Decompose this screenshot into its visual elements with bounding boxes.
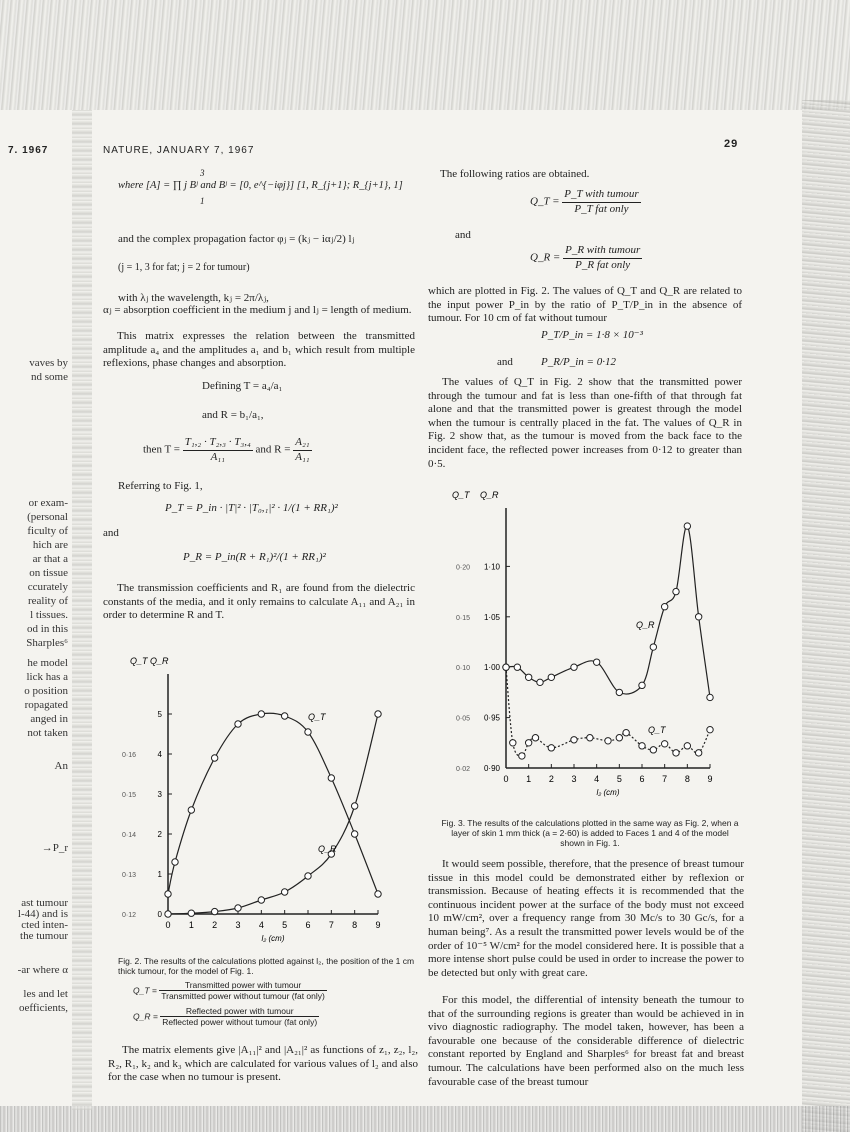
y-right-tick-label: 0·90	[483, 764, 500, 773]
left-page-fragment: vaves by	[29, 357, 68, 369]
y-right-tick-label: 1·00	[483, 663, 500, 673]
data-point	[525, 674, 531, 680]
qr-ratio-denominator: P_R fat only	[575, 258, 631, 271]
qr-ratio-numerator: P_R with tumour	[563, 244, 642, 259]
data-point	[351, 831, 357, 837]
y-right-tick-label: 4	[157, 750, 162, 759]
qt-fraction	[159, 980, 327, 1001]
data-point	[258, 711, 264, 717]
data-point	[281, 713, 287, 719]
data-point	[605, 738, 611, 744]
y-left-axis-label: Q_T	[452, 490, 470, 500]
pr-pin-ratio: P_R/P_in = 0·12	[541, 356, 616, 368]
qt-lhs: Q_T =	[133, 985, 157, 996]
qt-ratio-fraction	[562, 188, 640, 216]
data-point	[593, 659, 599, 665]
y-left-tick-label: 0·15	[455, 614, 470, 622]
data-point	[571, 737, 577, 743]
qt-ratio-denominator: P_T fat only	[574, 202, 629, 215]
data-point	[661, 604, 667, 610]
x-tick-label: 1	[188, 920, 194, 930]
data-point	[673, 588, 679, 594]
product-lower-limit: 1	[200, 196, 205, 206]
data-point	[650, 644, 656, 650]
fig2-caption: Fig. 2. The results of the calculations plotted against l₂, the position of the 1 cm thick tumour, for the model of Fig. 1.	[118, 956, 415, 976]
x-tick-label: 9	[707, 774, 713, 784]
pt-pin-ratio: P_T/P_in = 1·8 × 10⁻³	[541, 329, 643, 341]
curve-label: Q_R	[318, 844, 337, 854]
left-page-fragment: l tissues.	[30, 609, 68, 621]
left-page-fragment: -ar where α	[17, 964, 68, 976]
y-right-tick-label: 0	[157, 910, 162, 919]
pr-equation: P_R = P_in(R + R₁)²/(1 + RR₁)²	[183, 551, 326, 563]
col2-and: and	[455, 229, 471, 241]
propagation-note: (j = 1, 3 for fat; j = 2 for tumour)	[118, 262, 250, 273]
x-tick-label: 1	[526, 774, 532, 784]
data-point	[235, 721, 241, 727]
curve-label: Q_T	[308, 712, 326, 722]
data-point	[375, 891, 381, 897]
left-page-fragment: not taken	[27, 727, 68, 739]
definition-r: and R = b₁/a₁,	[202, 409, 264, 421]
data-point	[587, 735, 593, 741]
y-right-tick-label: 2	[157, 830, 162, 839]
y-right-tick-label: 5	[157, 710, 162, 719]
data-point	[211, 908, 217, 914]
data-point	[673, 750, 679, 756]
x-tick-label: 3	[571, 774, 577, 784]
data-point	[695, 750, 701, 756]
qr-fraction	[160, 1006, 319, 1027]
then-label: then T =	[143, 443, 180, 456]
curve-label: Q_R	[636, 620, 655, 630]
left-page-fragment: nd some	[31, 371, 68, 383]
definition-t: Defining T = a₄/a₁	[202, 380, 283, 392]
data-point	[661, 741, 667, 747]
left-page-fragment: cted inten-	[21, 919, 68, 931]
and-r-label: and R =	[255, 443, 291, 456]
left-page-fragment: anged in	[30, 713, 68, 725]
y-right-tick-label: 1·10	[483, 562, 500, 572]
left-page-fragment: ar that a	[32, 553, 68, 565]
data-point	[188, 807, 194, 813]
t-numerator: T₁,₂ · T₂,₃ · T₃,₄	[183, 436, 253, 451]
data-point	[172, 859, 178, 865]
data-point	[684, 743, 690, 749]
left-page-fragment: ast tumour	[21, 897, 68, 909]
pr-pin-and: and	[497, 356, 513, 368]
data-point	[548, 745, 554, 751]
x-tick-label: 3	[235, 920, 241, 930]
scan-noise-right	[802, 100, 850, 1132]
and-label: and	[103, 527, 119, 539]
left-page-fragment: ccurately	[27, 581, 68, 593]
data-point	[305, 873, 311, 879]
qr-denominator: Reflected power without tumour (fat only)	[162, 1017, 318, 1027]
col1-para-wavelength: with λⱼ the wavelength, kⱼ = 2π/λⱼ,	[118, 292, 269, 304]
data-point	[281, 889, 287, 895]
matrix-equation: where [A] = ∏ j Bʲ and Bʲ = [0, e^{−iφj}] [1, R_{j+1}; R_{j+1}, 1]	[118, 180, 403, 191]
data-point	[514, 664, 520, 670]
y-right-tick-label: 1·05	[483, 612, 500, 622]
journal-header: NATURE, JANUARY 7, 1967	[103, 145, 255, 156]
x-tick-label: 5	[282, 920, 288, 930]
x-tick-label: 8	[352, 920, 358, 930]
left-page-fragment: reality of	[27, 595, 68, 607]
data-point	[519, 753, 525, 759]
qt-ratio-numerator: P_T with tumour	[562, 188, 640, 203]
data-point	[510, 740, 516, 746]
col1-para-matrix: This matrix expresses the relation between the transmitted amplitude a₄ and the amplitudes a₁ and b₁ which result from multiple reflexions, phase changes and absorption.	[103, 330, 415, 370]
data-point	[616, 735, 622, 741]
y-left-tick-label: 0·10	[455, 665, 470, 673]
left-page-fragment: lick has a	[26, 671, 68, 683]
left-page-fragment: od in this	[27, 623, 68, 635]
data-point	[503, 664, 509, 670]
left-page-fragment: ropagated	[24, 699, 68, 711]
left-page-fragment: hich are	[32, 539, 68, 551]
r-fraction	[293, 436, 311, 464]
left-page-fragment: l-44) and is	[17, 908, 68, 920]
qt-ratio-lhs: Q_T =	[530, 195, 560, 208]
data-point	[328, 775, 334, 781]
y-left-tick-label: 0·15	[121, 792, 136, 799]
curve-label: Q_T	[648, 725, 666, 735]
t-fraction	[183, 436, 253, 464]
col1-para-transmission: The transmission coefficients and R₁ are found from the dielectric constants of the media, and it only remains to calculate A₁₁ and A₂₁ in order to determine R and T.	[103, 582, 415, 622]
left-page-fragment: on tissue	[29, 567, 68, 579]
left-page-fragment: (personal	[27, 511, 68, 523]
y-right-tick-label: 1	[157, 870, 162, 879]
y-left-tick-label: 0·14	[121, 832, 136, 839]
y-right-tick-label: 0·95	[483, 713, 500, 723]
qr-ratio	[530, 244, 642, 272]
left-page-fragment: he model	[27, 657, 68, 669]
qt-numerator: Transmitted power with tumour	[159, 980, 327, 991]
y-left-tick-label: 0·13	[121, 872, 136, 879]
data-point	[616, 689, 622, 695]
series-line-qr	[506, 526, 710, 698]
data-point	[548, 674, 554, 680]
fig2-chart	[108, 652, 408, 952]
page-number: 29	[724, 138, 739, 150]
col2-para-plotted: which are plotted in Fig. 2. The values of Q_T and Q_R are related to the input power P_in by the ratio of P_T/P_in in the absence of tumour. For 10 cm of fat without tumour	[428, 285, 742, 325]
series-line-qt	[168, 713, 378, 894]
left-page-fragment: An	[54, 760, 68, 772]
col1-para-absorption: αⱼ = absorption coefficient in the medium j and lⱼ = length of medium.	[103, 304, 412, 316]
col2-para-values: The values of Q_T in Fig. 2 show that the transmitted power through the tumour and fat is less than one-fifth of that through fat alone and that the transmitted power is greatest through the model when the tumour is centrally placed in the fat. The values of Q_R in Fig. 2 show that, as the tumour is moved from the back face to the incident face, the reflected power increases from 0·12 to greater than 0·5.	[428, 376, 742, 470]
data-point	[707, 694, 713, 700]
y-right-axis-label: Q_R	[150, 656, 169, 666]
data-point	[165, 911, 171, 917]
x-tick-label: 7	[328, 920, 334, 930]
x-tick-label: 6	[305, 920, 311, 930]
data-point	[537, 679, 543, 685]
x-tick-label: 7	[662, 774, 668, 784]
x-tick-label: 8	[684, 774, 690, 784]
y-right-tick-label: 3	[157, 790, 162, 799]
data-point	[639, 682, 645, 688]
left-page-fragment: les and let	[23, 988, 68, 1000]
qt-definition	[133, 980, 327, 1001]
col2-para-possible: It would seem possible, therefore, that the presence of breast tumour tissue in this model could be demonstrated either by reflexion or transmission. Because of heating effects it is recommended that the continuous incident power at the surface of the body must not exceed 10 mW/cm², over a frequency range from 30 Mc/s to 30 Gc/s, for a human being⁷. As a result the transmitted power levels would be of the order of 10⁻⁵ W/cm² for the model considered here. It is possible that a more intense short pulse could be used in order to increase the power to be detected but only with great care.	[428, 858, 744, 979]
y-left-tick-label: 0·12	[121, 912, 136, 919]
left-page-fragment: or exam-	[28, 497, 68, 509]
x-tick-label: 2	[212, 920, 218, 930]
x-tick-label: 2	[548, 774, 554, 784]
data-point	[525, 740, 531, 746]
y-left-tick-label: 0·02	[455, 766, 470, 773]
y-right-axis-label: Q_R	[480, 490, 499, 500]
data-point	[684, 523, 690, 529]
x-tick-label: 4	[258, 920, 264, 930]
x-tick-label: 6	[639, 774, 645, 784]
x-axis-label: l₂ (cm)	[261, 934, 285, 943]
r-denominator: A₁₁	[295, 450, 310, 463]
x-tick-label: 4	[594, 774, 600, 784]
x-axis-label: l₂ (cm)	[596, 788, 620, 797]
data-point	[351, 803, 357, 809]
data-point	[650, 747, 656, 753]
scan-noise-top	[0, 0, 850, 110]
data-point	[707, 726, 713, 732]
x-tick-label: 0	[165, 920, 171, 930]
data-point	[165, 891, 171, 897]
data-point	[623, 730, 629, 736]
qr-ratio-fraction	[563, 244, 642, 272]
col1-para-matrix-elements: The matrix elements give |A₁₁|² and |A₂₁|² as functions of z₁, z₂, l₂, R₂, R₁, k₂ and k₃ which are calculated for various values of l₂ and also for the case when no tumour is present.	[108, 1044, 418, 1084]
data-point	[305, 729, 311, 735]
page-gutter	[72, 110, 92, 1110]
x-tick-label: 0	[503, 774, 509, 784]
left-page-fragment: Sharples⁶	[26, 637, 68, 649]
t-denominator: A₁₁	[210, 450, 225, 463]
r-numerator: A₂₁	[293, 436, 311, 451]
y-left-axis-label: Q_T	[130, 656, 148, 666]
left-page-fragment: ficulty of	[27, 525, 68, 537]
qr-numerator: Reflected power with tumour	[160, 1006, 319, 1017]
x-tick-label: 9	[375, 920, 381, 930]
left-page-fragment: oefficients,	[19, 1002, 68, 1014]
y-left-tick-label: 0·16	[121, 752, 136, 759]
left-page-header: 7. 1967	[8, 145, 49, 156]
y-left-tick-label: 0·20	[455, 564, 470, 572]
left-page-fragment: o position	[24, 685, 68, 697]
referring-fig1: Referring to Fig. 1,	[118, 480, 203, 492]
fig3-chart	[440, 490, 740, 813]
data-point	[258, 897, 264, 903]
propagation-equation: and the complex propagation factor φⱼ = (kⱼ − iαⱼ/2) lⱼ	[118, 233, 355, 245]
data-point	[571, 664, 577, 670]
data-point	[375, 711, 381, 717]
scan-noise-bottom	[0, 1106, 850, 1132]
col2-intro: The following ratios are obtained.	[440, 168, 590, 180]
data-point	[639, 743, 645, 749]
col2-para-model: For this model, the differential of intensity beneath the tumour to that of the surrounding regions is greater than would be achieved in in vivo diagnostic radiography. The model taken, however, has been a favourable one because of the considerable difference of dielectric constant reported by England and Sharples⁶ for breast fat and breast tumour. The calculations have been performed also on the much less favourable case of the breast tumour	[428, 994, 744, 1088]
data-point	[211, 755, 217, 761]
t-r-equation	[143, 436, 312, 464]
qt-denominator: Transmitted power without tumour (fat only)	[161, 991, 325, 1001]
left-page-fragment: →P_r	[41, 842, 68, 854]
qr-ratio-lhs: Q_R =	[530, 251, 561, 264]
qr-lhs: Q_R =	[133, 1011, 158, 1022]
data-point	[235, 905, 241, 911]
data-point	[188, 910, 194, 916]
product-upper-limit: 3	[200, 168, 205, 178]
data-point	[532, 735, 538, 741]
qt-ratio	[530, 188, 641, 216]
fig3-caption: Fig. 3. The results of the calculations plotted in the same way as Fig. 2, when a layer of skin 1 mm thick (a = 2·60) is added to Faces 1 and 4 of the model shown in Fig. 1.	[441, 818, 739, 848]
pt-equation: P_T = P_in · |T|² · |T₀,₁|² · 1/(1 + RR₁)²	[165, 502, 338, 514]
left-page-fragment: the tumour	[20, 930, 68, 942]
x-tick-label: 5	[616, 774, 622, 784]
qr-definition	[133, 1006, 319, 1027]
y-left-tick-label: 0·05	[455, 715, 470, 723]
data-point	[695, 614, 701, 620]
